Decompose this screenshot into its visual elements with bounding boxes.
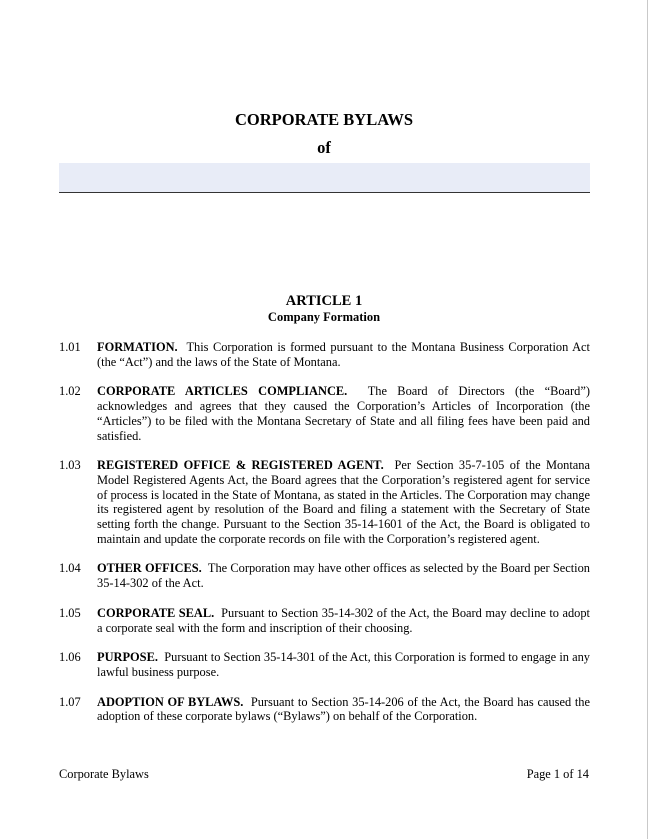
section-body — [97, 650, 590, 679]
section-number: 1.06 — [59, 650, 81, 665]
section-1-05 — [59, 606, 590, 635]
section-number: 1.07 — [59, 694, 81, 709]
section-1-04 — [59, 561, 590, 590]
footer-document-name: Corporate Bylaws — [59, 767, 149, 781]
section-text: Pursuant to Section 35-14-206 of the Act, the Board has caused the adoption of these corporate bylaws (“Bylaws”) on behalf of the Corporation. — [97, 694, 590, 724]
section-number: 1.04 — [59, 561, 81, 576]
section-number: 1.05 — [59, 605, 81, 620]
section-heading: PURPOSE. — [97, 650, 158, 665]
section-heading: REGISTERED OFFICE & REGISTERED AGENT. — [97, 458, 384, 473]
company-name-field[interactable] — [59, 163, 590, 193]
section-body — [97, 458, 590, 546]
section-1-06 — [59, 650, 590, 679]
section-1-07 — [59, 695, 590, 724]
section-1-02 — [59, 384, 590, 443]
document-title-of: of — [317, 138, 331, 157]
section-body — [97, 384, 590, 443]
section-text: Pursuant to Section 35-14-302 of the Act, the Board may decline to adopt a corporate seal with the form and inscription of their choosing. — [97, 605, 590, 635]
sections-list — [59, 340, 590, 739]
article-title: ARTICLE 1 — [285, 293, 363, 309]
section-1-03 — [59, 458, 590, 546]
section-text: Pursuant to Section 35-14-301 of the Act, this Corporation is formed to engage in any lawful business purpose. — [97, 650, 590, 679]
footer-page-number: Page 1 of 14 — [526, 767, 589, 781]
section-body — [97, 561, 590, 590]
section-body — [97, 606, 590, 635]
section-text: The Board of Directors (the “Board”) acknowledges and agrees that they caused the Corporation’s Articles of Incorporation (the “Articles”) to be filed with the Montana Secretary of State and all filing fees have been paid and satisfied. — [97, 384, 590, 443]
section-text: Per Section 35-7-105 of the Montana Model Registered Agents Act, the Board agrees that the Corporation’s registered agent for service of process is located in the State of Montana, as stated in the Articles. The Corporation may change its registered agent by resolution of the Board and filing a statement with the Secretary of State setting forth the change. Pursuant to the Section 35-14-1601 of the Act, the Board is obligated to maintain and update the corporate records on file with the Corporation’s registered agent. — [97, 458, 590, 546]
section-number: 1.03 — [59, 458, 81, 473]
section-heading: CORPORATE SEAL. — [97, 605, 215, 620]
section-heading: CORPORATE ARTICLES COMPLIANCE. — [97, 384, 348, 399]
section-text: The Corporation may have other offices as selected by the Board per Section 35-14-302 of the Act. — [97, 561, 590, 591]
section-heading: OTHER OFFICES. — [97, 561, 202, 576]
section-body — [97, 340, 590, 369]
section-heading: ADOPTION OF BYLAWS. — [97, 694, 244, 709]
section-number: 1.01 — [59, 340, 81, 354]
article-subtitle: Company Formation — [267, 310, 381, 324]
section-1-01 — [59, 340, 590, 369]
document-title: CORPORATE BYLAWS — [234, 110, 413, 129]
section-body — [97, 695, 590, 724]
section-number: 1.02 — [59, 384, 81, 399]
section-text: This Corporation is formed pursuant to the Montana Business Corporation Act (the “Act”) and the laws of the State of Montana. — [97, 340, 590, 369]
section-heading: FORMATION. — [97, 340, 178, 354]
